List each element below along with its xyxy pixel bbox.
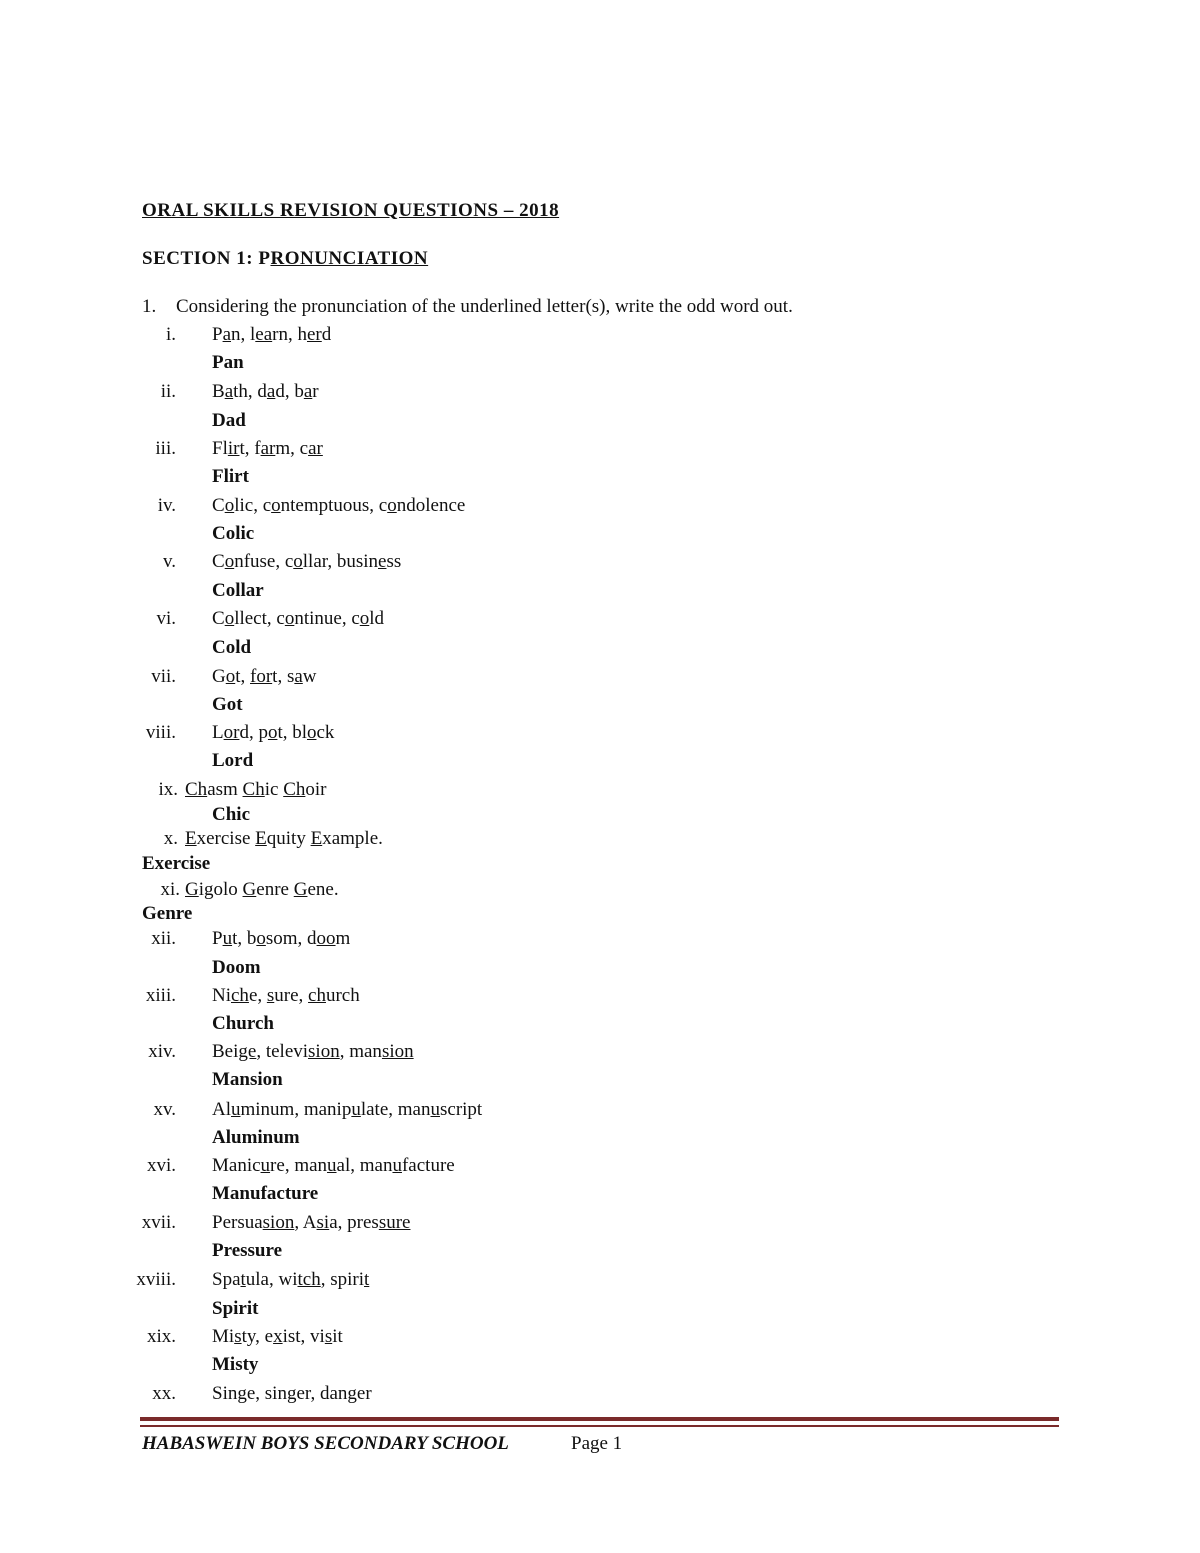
underlined-letters: u: [327, 1155, 337, 1176]
item-answer: Cold: [212, 637, 252, 658]
word-text: som: [265, 928, 298, 949]
item-answer: Lord: [212, 750, 254, 771]
word-text: , d: [297, 928, 317, 949]
word-text: quity: [266, 828, 311, 849]
word-text: , man: [350, 1155, 393, 1176]
underlined-letters: E: [185, 828, 197, 849]
word-text: ntinue: [294, 608, 342, 629]
underlined-letters: si: [316, 1212, 330, 1233]
word-text: , man: [388, 1099, 431, 1120]
word-text: , s: [277, 666, 295, 687]
underlined-letters: tch: [297, 1269, 321, 1290]
item-words: [212, 549, 401, 575]
footer-rule-thin: [140, 1425, 1059, 1427]
word-text: , A: [294, 1212, 317, 1233]
underlined-letters: o: [284, 608, 295, 629]
word-text: e: [248, 985, 258, 1006]
word-text: Al: [212, 1099, 231, 1120]
word-text: ,: [240, 666, 251, 687]
word-text: Bei: [212, 1041, 239, 1062]
list-item: [0, 322, 1200, 348]
underlined-letters: a: [224, 381, 234, 402]
word-text: m: [275, 438, 291, 459]
item-number: xix.: [146, 1326, 176, 1347]
list-item: [0, 1153, 1200, 1179]
underlined-letters: u: [392, 1155, 402, 1176]
word-text: lic: [234, 495, 254, 516]
underlined-letters: sion: [381, 1041, 414, 1062]
word-text: , c: [290, 438, 309, 459]
underlined-letters: ar: [260, 438, 276, 459]
underlined-letters: a: [303, 381, 313, 402]
item-words: [212, 1381, 372, 1407]
word-text: , c: [341, 608, 360, 629]
item-number: vi.: [156, 608, 176, 629]
item-number: v.: [162, 551, 176, 572]
item-words: [212, 1153, 455, 1179]
word-text: t: [232, 928, 238, 949]
word-text: ula: [245, 1269, 269, 1290]
item-answer: Aluminum: [212, 1127, 300, 1148]
underlined-letters: s: [324, 1326, 333, 1347]
list-item: [0, 1039, 1200, 1065]
underlined-letters: t: [364, 1269, 370, 1290]
item-words: [212, 926, 350, 952]
word-text: , h: [288, 324, 307, 345]
word-text: Ni: [212, 985, 231, 1006]
word-text: , man: [339, 1041, 382, 1062]
item-answer: Doom: [212, 957, 261, 978]
footer-page-number: Page 1: [571, 1433, 623, 1454]
underlined-letters: E: [255, 828, 267, 849]
item-words: [185, 877, 339, 903]
word-text: ene.: [307, 879, 339, 900]
question-text: Considering the pronunciation of the underlined letter(s), write the odd word out.: [176, 296, 793, 317]
underlined-letters: a: [266, 381, 276, 402]
question-number: 1.: [142, 296, 157, 317]
word-text: d: [321, 324, 332, 345]
item-answer: Exercise: [142, 853, 211, 874]
underlined-letters: Ch: [185, 779, 208, 800]
item-words: [212, 379, 319, 405]
underlined-letters: s: [266, 985, 275, 1006]
item-words: [212, 1324, 343, 1350]
item-words: [212, 493, 465, 519]
item-number: x.: [163, 828, 178, 849]
underlined-letters: s: [234, 1326, 242, 1347]
underlined-letters: u: [351, 1099, 361, 1120]
underlined-letters: Ch: [283, 779, 306, 800]
word-text: , wi: [269, 1269, 298, 1290]
word-text: t: [235, 666, 241, 687]
word-text: Persua: [212, 1212, 263, 1233]
underlined-letters: o: [224, 551, 235, 572]
word-text: ndolence: [396, 495, 466, 516]
word-text: , spiri: [320, 1269, 364, 1290]
item-answer: Pressure: [212, 1240, 283, 1261]
underlined-letters: ar: [308, 438, 323, 459]
word-text: ss: [386, 551, 402, 572]
underlined-letters: E: [310, 828, 323, 849]
underlined-letters: G: [242, 879, 257, 900]
word-text: t: [277, 722, 283, 743]
word-text: Mi: [212, 1326, 235, 1347]
word-text: Manic: [212, 1155, 261, 1176]
underlined-letters: u: [260, 1155, 271, 1176]
word-text: Fl: [212, 438, 228, 459]
list-item: [0, 379, 1200, 405]
word-text: th: [233, 381, 248, 402]
word-text: , b: [284, 381, 304, 402]
underlined-letters: G: [293, 879, 308, 900]
list-item: [0, 606, 1200, 632]
underlined-letters: a: [222, 324, 232, 345]
section-heading-prefix: SECTION 1: P: [142, 248, 271, 269]
word-text: al: [336, 1155, 351, 1176]
question-1: [142, 296, 793, 318]
word-text: n: [231, 324, 241, 345]
item-answer: Manufacture: [212, 1183, 319, 1204]
underlined-letters: o: [267, 722, 278, 743]
underlined-letters: er: [307, 324, 322, 345]
word-text: asm: [207, 779, 243, 800]
underlined-letters: Ch: [242, 779, 265, 800]
underlined-letters: u: [222, 928, 233, 949]
underlined-letters: o: [293, 551, 303, 572]
word-text: d: [239, 722, 249, 743]
word-text: ure: [274, 985, 299, 1006]
word-text: d: [275, 381, 285, 402]
word-text: , vi: [300, 1326, 325, 1347]
item-words: [212, 1210, 410, 1236]
word-text: G: [212, 666, 226, 687]
item-words: [212, 720, 334, 746]
item-words: [212, 983, 360, 1009]
word-text: script: [440, 1099, 483, 1120]
underlined-letters: e: [378, 551, 387, 572]
word-text: , c: [253, 495, 272, 516]
item-number: xiii.: [145, 985, 176, 1006]
word-text: enre: [256, 879, 294, 900]
underlined-letters: or: [223, 722, 240, 743]
item-number: viii.: [145, 722, 176, 743]
word-text: , bl: [282, 722, 307, 743]
underlined-letters: o: [307, 722, 317, 743]
item-words: [212, 436, 323, 462]
item-number: xviii.: [136, 1269, 176, 1290]
word-text: facture: [401, 1155, 455, 1176]
list-item: [0, 1324, 1200, 1350]
word-text: , f: [244, 438, 261, 459]
list-item: [0, 436, 1200, 462]
word-text: m: [335, 928, 351, 949]
document-title: ORAL SKILLS REVISION QUESTIONS – 2018: [142, 200, 560, 221]
word-text: , l: [240, 324, 256, 345]
underlined-letters: ch: [308, 985, 326, 1006]
list-item: [0, 1097, 1200, 1123]
word-text: urch: [325, 985, 360, 1006]
underlined-letters: ge: [238, 1041, 257, 1062]
list-item: [0, 983, 1200, 1009]
word-text: ,: [298, 985, 309, 1006]
word-text: ,: [257, 985, 267, 1006]
word-text: llect: [234, 608, 267, 629]
underlined-letters: o: [271, 495, 281, 516]
word-text: re: [270, 1155, 285, 1176]
list-item: [0, 720, 1200, 746]
item-answer: Pan: [212, 352, 244, 373]
item-answer: Church: [212, 1013, 274, 1034]
word-text: , c: [369, 495, 388, 516]
item-words: [212, 606, 384, 632]
underlined-letters: o: [256, 928, 266, 949]
list-item: [0, 1381, 1200, 1407]
underlined-letters: o: [225, 666, 236, 687]
underlined-letters: sure: [378, 1212, 411, 1233]
item-answer: Got: [212, 694, 243, 715]
word-text: nfuse: [234, 551, 276, 572]
item-number: vii.: [151, 666, 176, 687]
item-number: xvi.: [146, 1155, 176, 1176]
item-answer: Flirt: [212, 466, 249, 487]
underlined-letters: u: [231, 1099, 241, 1120]
word-text: igolo: [198, 879, 243, 900]
word-text: , d: [247, 381, 267, 402]
footer-school-name: HABASWEIN BOYS SECONDARY SCHOOL: [142, 1433, 509, 1454]
word-text: oir: [305, 779, 327, 800]
item-words: [185, 826, 383, 852]
underlined-letters: t: [240, 1269, 246, 1290]
list-item: [0, 877, 1200, 903]
footer-rule-thick: [140, 1417, 1059, 1421]
word-text: ck: [316, 722, 335, 743]
word-text: ntemptuous: [280, 495, 370, 516]
item-number: iii.: [155, 438, 176, 459]
underlined-letters: u: [430, 1099, 440, 1120]
word-text: , pres: [337, 1212, 379, 1233]
word-text: it: [332, 1326, 343, 1347]
word-text: B: [212, 381, 225, 402]
word-text: t: [239, 438, 245, 459]
underlined-letters: for: [250, 666, 273, 687]
item-words: [212, 1267, 369, 1293]
item-answer: Collar: [212, 580, 264, 601]
underlined-letters: x: [273, 1326, 283, 1347]
word-text: , e: [255, 1326, 274, 1347]
list-item: [0, 1267, 1200, 1293]
word-text: minum: [240, 1099, 295, 1120]
word-text: , busin: [327, 551, 379, 572]
underlined-letters: sion: [262, 1212, 295, 1233]
word-text: a: [329, 1212, 338, 1233]
item-answer: Spirit: [212, 1298, 259, 1319]
word-text: , man: [284, 1155, 328, 1176]
word-text: , manip: [294, 1099, 352, 1120]
list-item: [0, 493, 1200, 519]
word-text: , p: [248, 722, 268, 743]
item-words: [212, 322, 331, 348]
item-answer: Dad: [212, 410, 246, 431]
underlined-letters: o: [224, 495, 235, 516]
item-number: xx.: [152, 1383, 176, 1404]
list-item: [0, 826, 1200, 852]
underlined-letters: o: [359, 608, 370, 629]
item-words: [212, 1039, 414, 1065]
word-text: P: [212, 928, 223, 949]
word-text: xample.: [322, 828, 383, 849]
item-number: xv.: [153, 1099, 176, 1120]
underlined-letters: ea: [255, 324, 273, 345]
item-number: xvii.: [141, 1212, 176, 1233]
item-words: [212, 1097, 482, 1123]
word-text: , b: [237, 928, 257, 949]
word-text: C: [212, 495, 225, 516]
word-text: Singe, singer, danger: [212, 1383, 372, 1404]
word-text: ty: [241, 1326, 256, 1347]
underlined-letters: o: [387, 495, 397, 516]
item-number: ii.: [160, 381, 176, 402]
item-number: ix.: [158, 779, 178, 800]
underlined-letters: G: [185, 879, 199, 900]
word-text: , c: [275, 551, 294, 572]
word-text: w: [302, 666, 317, 687]
word-text: late: [360, 1099, 389, 1120]
underlined-letters: oo: [316, 928, 336, 949]
item-words: [185, 777, 327, 803]
word-text: xercise: [196, 828, 256, 849]
underlined-letters: ch: [231, 985, 249, 1006]
underlined-letters: sion: [308, 1041, 340, 1062]
item-number: xii.: [151, 928, 176, 949]
underlined-letters: a: [294, 666, 303, 687]
item-number: i.: [165, 324, 176, 345]
word-text: P: [212, 324, 223, 345]
word-text: t: [272, 666, 278, 687]
word-text: ld: [369, 608, 385, 629]
list-item: [0, 664, 1200, 690]
word-text: r: [312, 381, 319, 402]
underlined-letters: ir: [227, 438, 240, 459]
word-text: C: [212, 551, 225, 572]
word-text: , televi: [256, 1041, 309, 1062]
item-answer: Genre: [142, 903, 193, 924]
section-heading-underlined: RONUNCIATION: [270, 248, 429, 269]
item-answer: Chic: [212, 804, 250, 825]
list-item: [0, 777, 1200, 803]
word-text: rn: [272, 324, 288, 345]
item-answer: Mansion: [212, 1069, 283, 1090]
list-item: [0, 1210, 1200, 1236]
item-answer: Misty: [212, 1354, 259, 1375]
item-number: xi.: [160, 879, 180, 900]
word-text: llar: [302, 551, 328, 572]
word-text: ist: [282, 1326, 301, 1347]
item-answer: Colic: [212, 523, 255, 544]
word-text: , c: [266, 608, 285, 629]
word-text: L: [212, 722, 224, 743]
word-text: C: [212, 608, 225, 629]
item-words: [212, 664, 317, 690]
list-item: [0, 926, 1200, 952]
item-number: xiv.: [148, 1041, 176, 1062]
item-number: iv.: [157, 495, 176, 516]
word-text: ic: [264, 779, 284, 800]
underlined-letters: o: [224, 608, 235, 629]
section-heading: [142, 248, 428, 270]
list-item: [0, 549, 1200, 575]
word-text: Spa: [212, 1269, 241, 1290]
